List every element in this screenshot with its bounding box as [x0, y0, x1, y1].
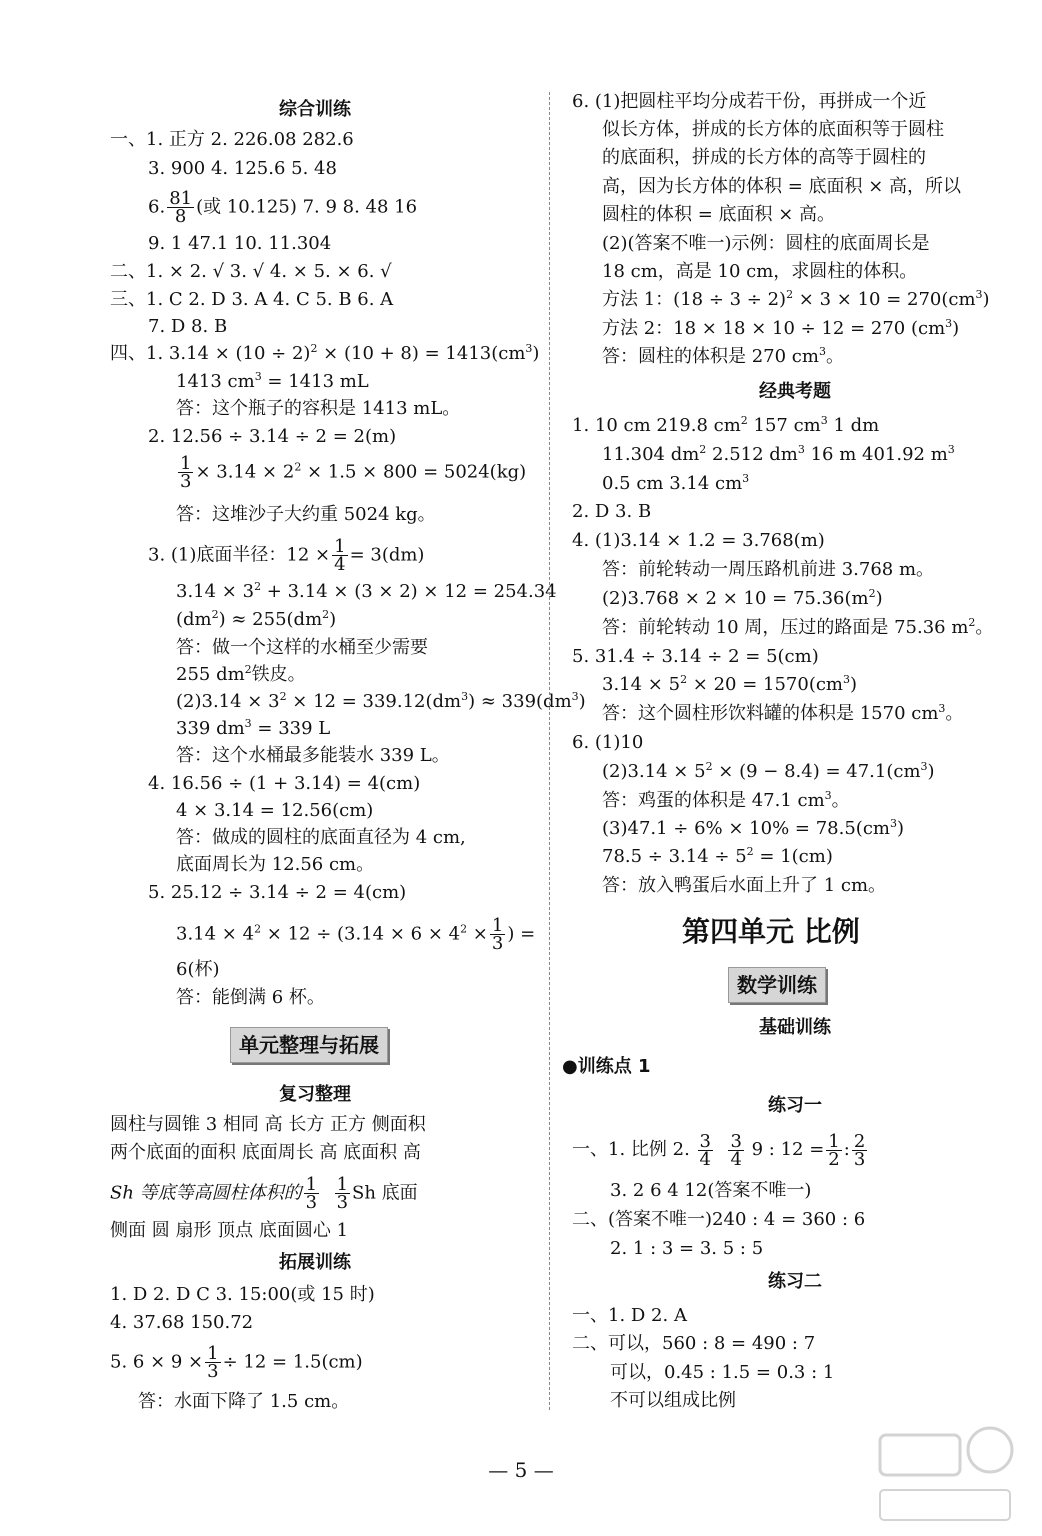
- answer-line: $(3)47.1 \div 6\% \times 10\% = 78.5(cm^3)$: [602, 817, 904, 839]
- answer-line: 0.5 cm 3.14 $cm^3$: [602, 472, 750, 494]
- section-heading-tuozhan: 拓展训练: [279, 1252, 351, 1273]
- page-number: — 5 —: [488, 1458, 554, 1482]
- answer-line: 方法 1：$(18 \div 3 \div 2)^2 \times 3 \times 10 = 270(cm^3)$: [602, 288, 990, 310]
- answer-line: 5. 6 × 9 × $\frac{1}{3}$ ÷ 12 = 1.5(cm): [110, 1343, 363, 1382]
- answer-line: 18 cm，高是 10 cm，求圆柱的体积。: [602, 261, 918, 282]
- answer-line: 1413 $cm^3 = 1413$ mL: [176, 370, 369, 392]
- answer-line: 5. 31.4 ÷ 3.14 ÷ 2 = 5(cm): [572, 646, 819, 667]
- answer-line: 不可以组成比例: [610, 1390, 736, 1411]
- training-point: ●训练点 1: [562, 1056, 651, 1077]
- answer-line: 答：这个水桶最多能装水 339 L。: [176, 745, 450, 766]
- review-line: 侧面 圆 扇形 顶点 底面圆心 1: [110, 1220, 349, 1241]
- fraction: $\frac{1}{3}$: [305, 1174, 318, 1213]
- answer-line: $(2)3.14 \times 3^2 \times 12 = 339.12(dm^3) \approx 339(dm^3)$: [176, 690, 586, 712]
- fraction: $\frac{3}{4}$: [730, 1130, 742, 1170]
- answer-line: 1. 10 cm 219.8 $cm^2$ 157 $cm^3$ 1 dm: [572, 414, 880, 436]
- section-box-heading: 单元整理与拓展: [230, 1027, 388, 1063]
- answer-line: 6. (1)10: [572, 732, 644, 753]
- answer-line: 二、1. × 2. √ 3. √ 4. × 5. × 6. √: [110, 261, 392, 282]
- answer-line: 一、1. 比例 2. $\frac{3}{4}$ $\frac{3}{4}$ 9 : 12 = $\frac{1}{2}$ : $\frac{2}{3}$: [572, 1130, 866, 1170]
- answer-line: 2. D 3. B: [572, 501, 652, 522]
- answer-line: 4. 16.56 ÷ (1 + 3.14) = 4(cm): [148, 773, 421, 794]
- answer-line: $(dm^2) \approx 255(dm^2)$: [176, 608, 337, 630]
- section-heading-zonghe: 综合训练: [279, 99, 351, 120]
- answer-line: 一、1. D 2. A: [572, 1305, 687, 1326]
- answer-line: 9. 1 47.1 10. 11.304: [148, 233, 332, 254]
- fraction: $\frac{1}{3}$: [336, 1174, 349, 1213]
- answer-line: 1. D 2. D C 3. 15:00(或 15 时): [110, 1284, 375, 1305]
- answer-line: 答：这堆沙子大约重 5024 kg。: [176, 504, 436, 525]
- answer-line: 5. 25.12 ÷ 3.14 ÷ 2 = 4(cm): [148, 882, 407, 903]
- answer-line: 可以，0.45 : 1.5 = 0.3 : 1: [610, 1362, 835, 1383]
- answer-line: 6. (1)把圆柱平均分成若干份，再拼成一个近: [572, 91, 927, 112]
- answer-line: 4 × 3.14 = 12.56(cm): [176, 800, 374, 821]
- answer-line: 答：这个圆柱形饮料罐的体积是 1570 $cm^3$。: [602, 702, 964, 724]
- answer-line: $3.14 \times 5^2 \times 20 = 1570(cm^3)$: [602, 673, 858, 695]
- answer-line: 答：这个瓶子的容积是 1413 mL。: [176, 398, 461, 419]
- fraction: $\frac{1}{3}$: [180, 453, 192, 492]
- answer-line: 答：水面下降了 1.5 cm。: [138, 1391, 350, 1412]
- answer-line: 7. D 8. B: [148, 316, 228, 337]
- fraction: $\frac{1}{4}$: [334, 536, 346, 575]
- answer-line: 答：前轮转动 10 周，压过的路面是 75.36 $m^2$。: [602, 616, 994, 638]
- answer-line: $3.14 \times 4^2 \times 12 \div (3.14 \times 6 \times 4^2$ × $\frac{1}{3}$ ) =: [176, 915, 536, 954]
- answer-line: 似长方体，拼成的长方体的底面积等于圆柱: [602, 119, 944, 140]
- answer-line: 3. (1)底面半径：12 × $\frac{1}{4}$ = 3(dm): [148, 536, 425, 575]
- review-line: 两个底面的面积 底面周长 高 底面积 高: [110, 1142, 421, 1163]
- answer-line: 四、1. $3.14 \times (10 \div 2)^2 \times (10 + 8) = 1413(cm^3)$: [110, 342, 540, 364]
- answer-line: 圆柱的体积 = 底面积 × 高。: [602, 204, 836, 225]
- answer-line: 2. 1 : 3 = 3. 5 : 5: [610, 1238, 764, 1259]
- answer-line: 底面周长为 12.56 cm。: [176, 854, 375, 875]
- answer-line: (2)(答案不唯一)示例：圆柱的底面周长是: [602, 233, 930, 254]
- fraction: $\frac{3}{4}$: [699, 1130, 711, 1170]
- answer-line: 339 $dm^3 = 339$ L: [176, 717, 331, 739]
- answer-line: 255 $dm^2$铁皮。: [176, 663, 306, 685]
- answer-line: 答：做一个这样的水桶至少需要: [176, 637, 428, 658]
- answer-line: 答：放入鸭蛋后水面上升了 1 cm。: [602, 875, 887, 896]
- answer-line: 方法 2：18 × 18 × 10 ÷ 12 = 270 $(cm^3)$: [602, 317, 960, 339]
- answer-line: 二、可以，560 : 8 = 490 : 7: [572, 1333, 816, 1354]
- answer-line: 三、1. C 2. D 3. A 4. C 5. B 6. A: [110, 289, 394, 310]
- section-heading-lx1: 练习一: [768, 1095, 822, 1116]
- answer-line: 2. 12.56 ÷ 3.14 ÷ 2 = 2(m): [148, 426, 397, 447]
- answer-line: 答：前轮转动一周压路机前进 3.768 m。: [602, 559, 935, 580]
- fraction: $\frac{81}{8}$: [169, 188, 193, 227]
- section-heading-fuxi: 复习整理: [279, 1084, 351, 1105]
- answer-line: 的底面积，拼成的长方体的高等于圆柱的: [602, 147, 926, 168]
- watermark-logo: [870, 1420, 1020, 1530]
- column-divider: [549, 92, 550, 1410]
- answer-line: 高，因为长方体的体积 = 底面积 × 高，所以: [602, 176, 962, 197]
- fraction: $\frac{1}{3}$: [207, 1343, 219, 1382]
- section-heading-lx2: 练习二: [768, 1271, 822, 1292]
- answer-line: 6(杯): [176, 959, 220, 980]
- answer-line: 答：能倒满 6 杯。: [176, 987, 325, 1008]
- answer-line: 答：圆柱的体积是 270 $cm^3$。: [602, 345, 844, 367]
- answer-line: 6. $\frac{81}{8}$ (或 10.125) 7. 9 8. 48 16: [148, 188, 418, 227]
- review-line: Sh 等底等高圆柱体积的 $\frac{1}{3}$ $\frac{1}{3}$ Sh 底面: [110, 1174, 418, 1213]
- answer-line: $78.5 \div 3.14 \div 5^2 = 1(cm)$: [602, 845, 833, 867]
- section-box-heading: 数学训练: [728, 967, 826, 1003]
- fraction: $\frac{1}{3}$: [491, 915, 504, 954]
- answer-line: $3.14 \times 3^2 + 3.14 \times (3 \times 2) \times 12 = 254.34$: [176, 580, 557, 602]
- review-line: 圆柱与圆锥 3 相同 高 长方 正方 侧面积: [110, 1114, 426, 1135]
- answer-line: 一、1. 正方 2. 226.08 282.6: [110, 129, 354, 150]
- answer-line: 3. 900 4. 125.6 5. 48: [148, 158, 337, 179]
- answer-line: $\frac{1}{3}$ × $3.14 \times 2^2 \times 1.5 \times 800 = 5024(kg)$: [180, 453, 527, 492]
- answer-line: 答：鸡蛋的体积是 47.1 $cm^3$。: [602, 789, 850, 811]
- unit-title: 第四单元 比例: [682, 915, 860, 948]
- answer-line: 3. 2 6 4 12(答案不唯一): [610, 1180, 812, 1201]
- answer-line: $(2)3.768 \times 2 \times 10 = 75.36(m^2)$: [602, 587, 883, 609]
- section-heading-jingdian: 经典考题: [759, 381, 831, 402]
- answer-line: 11.304 $dm^2$ 2.512 $dm^3$ 16 m 401.92 $m^3$: [602, 443, 955, 465]
- fraction: $\frac{1}{2}$: [828, 1130, 840, 1170]
- answer-line: 4. 37.68 150.72: [110, 1312, 254, 1333]
- answer-line: 二、(答案不唯一)240 : 4 = 360 : 6: [572, 1209, 866, 1230]
- section-heading-jichu: 基础训练: [759, 1017, 831, 1038]
- fraction: $\frac{2}{3}$: [853, 1130, 866, 1170]
- answer-line: 4. (1)3.14 × 1.2 = 3.768(m): [572, 530, 825, 551]
- answer-line: 答：做成的圆柱的底面直径为 4 cm,: [176, 827, 466, 848]
- answer-line: $(2)3.14 \times 5^2 \times (9 - 8.4) = 47.1(cm^3)$: [602, 760, 935, 782]
